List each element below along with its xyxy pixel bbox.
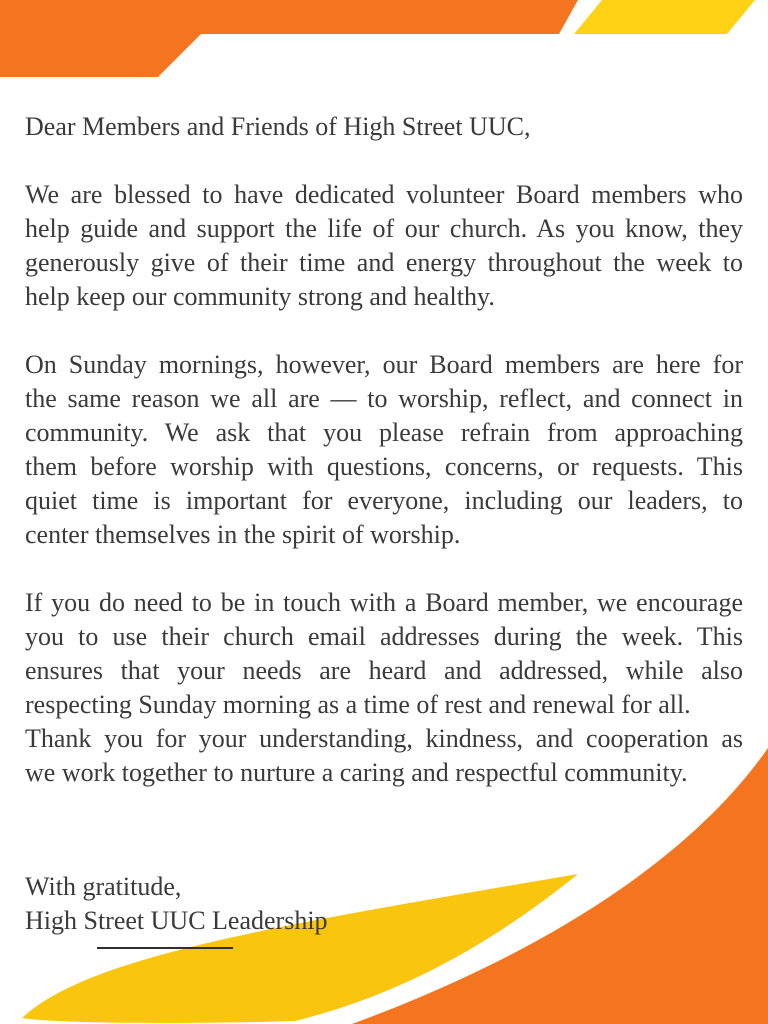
letter-line: quiet time is important for everyone, including our leaders, to [25, 486, 743, 515]
letter-line: Thank you for your understanding, kindness, and cooperation as [25, 724, 743, 753]
letter-paragraph [25, 348, 743, 552]
top-right-yellow-parallelogram [574, 0, 755, 34]
letter-line: generously give of their time and energy throughout the week to [25, 248, 743, 277]
signature-name: High Street UUC Leadership [25, 906, 328, 935]
letter-paragraph [25, 178, 743, 314]
letter-paragraph [25, 586, 743, 722]
letter-line: the same reason we all are — to worship, reflect, and connect in [25, 384, 743, 413]
letter-line: help keep our community strong and healthy. [25, 282, 495, 311]
signature-underline [97, 947, 233, 949]
letter-line: If you do need to be in touch with a Board member, we encourage [25, 588, 743, 617]
letter-line: ensures that your needs are heard and addressed, while also [25, 656, 743, 685]
letter-greeting: Dear Members and Friends of High Street UUC, [25, 112, 531, 141]
letter-line: we work together to nurture a caring and respectful community. [25, 758, 688, 787]
letter-line: them before worship with questions, concerns, or requests. This [25, 452, 743, 481]
letter-line: help guide and support the life of our church. As you know, they [25, 214, 743, 243]
letter-body [25, 178, 743, 790]
signature-block [25, 870, 743, 949]
top-left-orange-band [0, 0, 578, 77]
letter-line: We are blessed to have dedicated volunteer Board members who [25, 180, 743, 209]
letter-line: respecting Sunday morning as a time of rest and renewal for all. [25, 690, 691, 719]
letter-line: you to use their church email addresses during the week. This [25, 622, 743, 651]
signature-closing: With gratitude, [25, 872, 182, 901]
letter-line: On Sunday mornings, however, our Board members are here for [25, 350, 743, 379]
letter-line: community. We ask that you please refrain from approaching [25, 418, 743, 447]
letter-paragraph [25, 722, 743, 790]
letter-line: center themselves in the spirit of worship. [25, 520, 461, 549]
letter-content [25, 110, 743, 949]
